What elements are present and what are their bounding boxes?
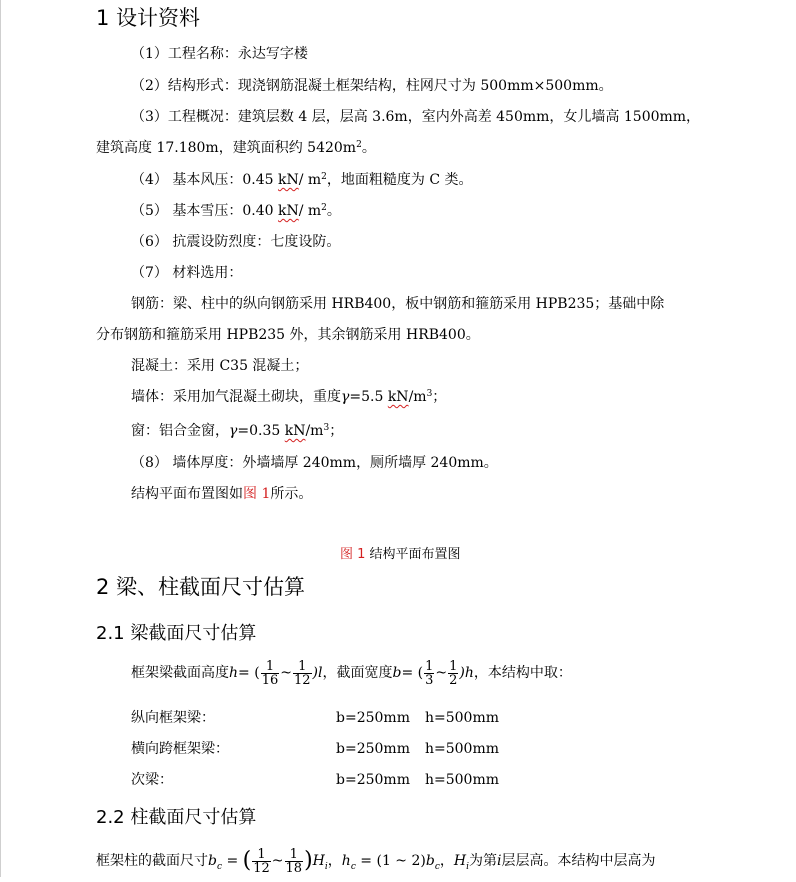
- layout-line: 结构平面布置图如图 1所示。: [131, 486, 313, 502]
- window-line: 窗：铝合金窗，γ=0.35 $kN/m^3$；: [131, 423, 344, 439]
- fraction-1-18: $\frac{1}{18}$: [285, 846, 303, 876]
- fraction-1-16: $\frac{1}{16}$: [261, 658, 279, 688]
- beam-row-name: 横向跨框架梁：: [131, 741, 229, 757]
- section-2-2-heading: 2.2 柱截面尺寸估算: [96, 807, 257, 828]
- beam-row-h: h=500mm: [425, 741, 500, 757]
- section-2-heading: 2 梁、柱截面尺寸估算: [96, 575, 306, 599]
- beam-row-h: h=500mm: [425, 772, 500, 788]
- beam-row-b: b=250mm: [336, 772, 410, 788]
- steel-line-2: 分布钢筋和箍筋采用 HPB235 外，其余钢筋采用 HRB400。: [96, 327, 480, 343]
- wall-line: 墙体：采用加气混凝土砌块，重度γ=5.5 $kN/m^3$；: [131, 389, 447, 405]
- item-3-line1: （3）工程概况：建筑层数 4 层，层高 3.6m，室内外高差 450mm，女儿墙高 1500mm，: [131, 109, 701, 125]
- figure-caption: 图 1 结构平面布置图: [340, 547, 461, 562]
- fraction-1-3: $\frac{1}{3}$: [425, 658, 434, 688]
- item-8: （8） 墙体厚度：外墙墙厚 240mm，厕所墙厚 240mm。: [131, 455, 498, 471]
- figure-1-link[interactable]: 图 1: [243, 486, 271, 502]
- beam-row-name: 次梁：: [131, 772, 173, 788]
- beam-row-name: 纵向框架梁：: [131, 710, 215, 726]
- item-2: （2）结构形式：现浇钢筋混凝土框架结构，柱网尺寸为 500mm×500mm。: [131, 78, 613, 94]
- section-1-heading: 1 设计资料: [96, 6, 201, 30]
- section-2-1-heading: 2.1 梁截面尺寸估算: [96, 623, 257, 644]
- steel-line-1: 钢筋：梁、柱中的纵向钢筋采用 HRB400，板中钢筋和箍筋采用 HPB235；基础中除: [131, 296, 665, 312]
- column-formula-line: 框架柱的截面尺寸$b_c$ = ( $\frac{1}{12}$ ~ $\frac{1}{18}$ )$H_i$，$h_c = (1$ ~ $2)b_c$，$H_i$为第i层层高。本结构中层高为: [96, 846, 656, 876]
- concrete-line: 混凝土：采用 C35 混凝土；: [131, 358, 309, 374]
- item-1: （1）工程名称：永达写字楼: [131, 46, 308, 62]
- item-7: （7） 材料选用：: [131, 265, 243, 281]
- beam-row-h: h=500mm: [425, 710, 500, 726]
- item-6: （6） 抗震设防烈度：七度设防。: [131, 234, 341, 250]
- fraction-1-12: $\frac{1}{12}$: [293, 658, 311, 688]
- item-4-wind: （4） 基本风压：0.45 kN/ $m^2$，地面粗糙度为 C 类。: [131, 172, 473, 188]
- beam-row-b: b=250mm: [336, 741, 410, 757]
- fraction-1-2: $\frac{1}{2}$: [449, 658, 458, 688]
- item-3-line2: 建筑高度 17.180m，建筑面积约 $5420m^2$。: [96, 140, 376, 156]
- item-5-snow: （5） 基本雪压：0.40 kN/ $m^2$。: [131, 203, 341, 219]
- beam-formula-line: 框架梁截面高度h= ( $\frac{1}{16}$ ~ $\frac{1}{12}$ )l，截面宽度b= ( $\frac{1}{3}$ ~ $\frac{1}{2}$ )h，本结构中取：: [131, 658, 572, 688]
- page-edge: [0, 0, 1, 877]
- beam-row-b: b=250mm: [336, 710, 410, 726]
- fraction-1-12b: $\frac{1}{12}$: [253, 846, 270, 876]
